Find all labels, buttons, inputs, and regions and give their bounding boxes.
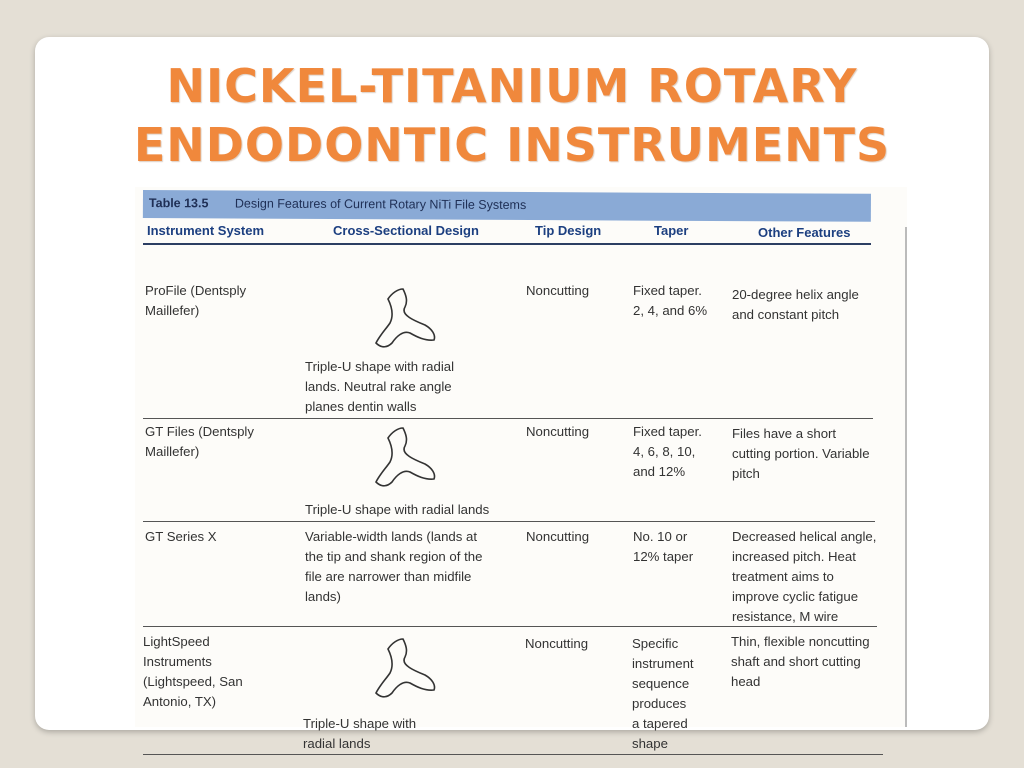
- cell-other: Files have a short cutting portion. Variable pitch: [732, 426, 870, 481]
- triple-u-cross-section-icon: [370, 424, 440, 494]
- triple-u-cross-section-icon: [370, 635, 440, 705]
- row-divider: [143, 754, 883, 755]
- header-rule: [143, 243, 871, 245]
- triple-u-cross-section-icon: [370, 285, 440, 355]
- page-edge: [905, 227, 907, 727]
- row-divider: [143, 521, 875, 522]
- cell-tip: Noncutting: [526, 283, 590, 298]
- column-header-instrument-system: Instrument System: [147, 223, 265, 238]
- title-line-1: NICKEL-TITANIUM ROTARY: [166, 59, 858, 113]
- title-line-2: ENDODONTIC INSTRUMENTS: [133, 118, 891, 172]
- cell-design: Triple-U shape with radial lands: [303, 716, 417, 751]
- cell-design: Variable-width lands (lands at the tip and shank region of the file are narrower than midfile lands): [305, 529, 483, 604]
- cell-taper: No. 10 or 12% taper: [633, 529, 694, 564]
- cell-tip: Noncutting: [526, 424, 590, 439]
- cell-taper: Specific instrument sequence produces a tapered shape: [632, 636, 694, 751]
- cell-taper: Fixed taper. 2, 4, and 6%: [633, 283, 708, 318]
- cell-system: GT Files (Dentsply Maillefer): [145, 424, 254, 459]
- cell-system: ProFile (Dentsply Maillefer): [145, 283, 247, 318]
- cell-system: LightSpeed Instruments (Lightspeed, San Antonio, TX): [143, 634, 243, 709]
- column-header-other-features: Other Features: [758, 225, 851, 240]
- row-divider: [143, 418, 873, 419]
- table-caption: Design Features of Current Rotary NiTi File Systems: [234, 196, 527, 213]
- table-caption-bar: [143, 190, 871, 222]
- column-header-tip-design: Tip Design: [535, 223, 602, 238]
- cell-other: Decreased helical angle, increased pitch. Heat treatment aims to improve cyclic fatigue resistance, M wire: [732, 529, 877, 624]
- cell-taper: Fixed taper. 4, 6, 8, 10, and 12%: [633, 424, 702, 479]
- cell-system: GT Series X: [145, 529, 217, 544]
- slide-title: [35, 57, 989, 175]
- cell-other: Thin, flexible noncutting shaft and short cutting head: [731, 634, 870, 689]
- cell-design: Triple-U shape with radial lands: [305, 502, 490, 517]
- row-divider: [143, 626, 877, 627]
- cell-other: 20-degree helix angle and constant pitch: [732, 287, 859, 322]
- table-image: [135, 187, 907, 751]
- column-header-cross-sectional-design: Cross-Sectional Design: [333, 223, 479, 238]
- cell-design: Triple-U shape with radial lands. Neutral rake angle planes dentin walls: [305, 359, 455, 414]
- cell-tip: Noncutting: [525, 636, 589, 651]
- cell-tip: Noncutting: [526, 529, 590, 544]
- column-header-taper: Taper: [654, 223, 689, 238]
- slide: [35, 37, 989, 751]
- table-number: Table 13.5: [148, 196, 209, 211]
